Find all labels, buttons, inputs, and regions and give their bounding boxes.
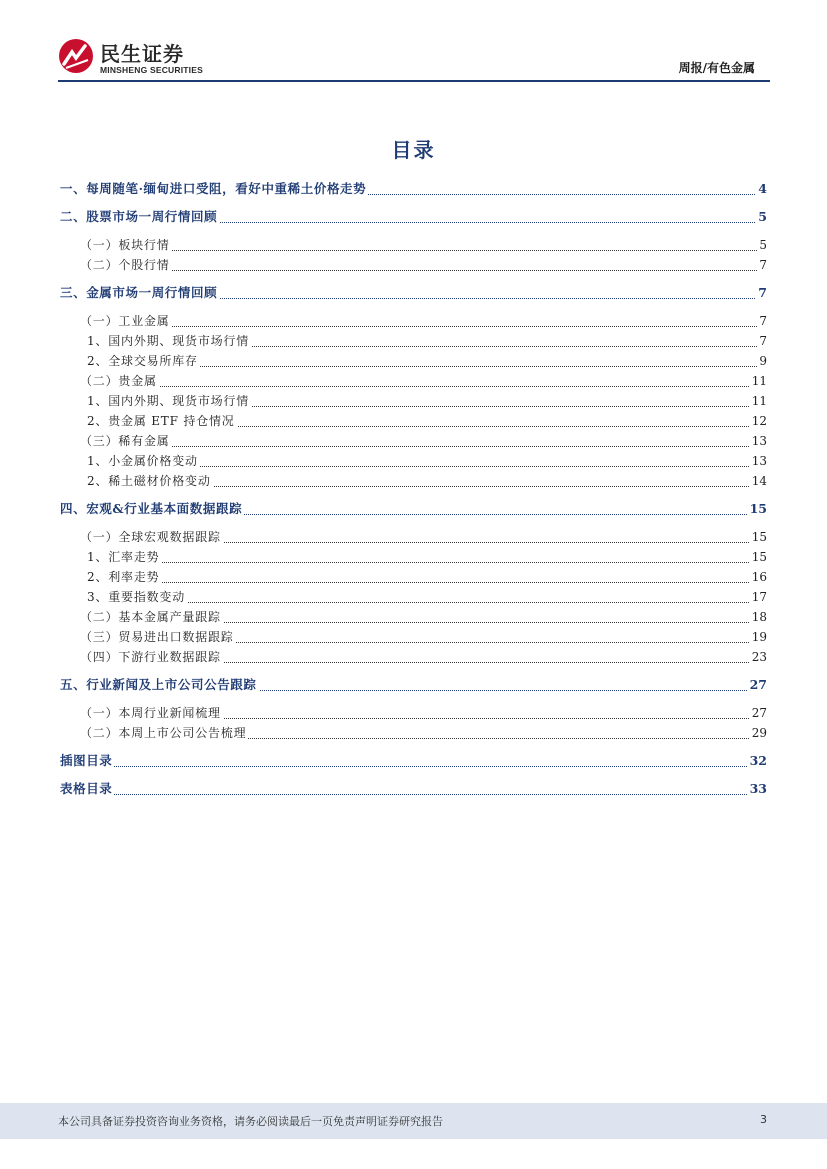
toc-entry-page: 7	[759, 258, 767, 272]
toc-entry-label: 2、全球交易所库存	[87, 354, 198, 368]
toc-entry[interactable]	[0, 724, 827, 742]
toc-entry-page: 11	[751, 394, 767, 408]
toc-entry[interactable]	[0, 528, 827, 546]
toc-leader-dots	[62, 766, 765, 767]
toc-entry-page: 29	[751, 726, 767, 740]
toc-entry-page: 33	[749, 781, 767, 796]
toc-entry-page: 7	[759, 334, 767, 348]
toc-entry[interactable]	[0, 704, 827, 722]
toc-entry-label: （一）全球宏观数据跟踪	[80, 530, 221, 544]
toc-entry-page: 27	[749, 677, 767, 692]
brand-logo	[58, 38, 208, 80]
toc-entry[interactable]	[0, 332, 827, 350]
toc-entry-page: 18	[751, 610, 767, 624]
toc-entry[interactable]	[0, 312, 827, 330]
toc-entry-label: （二）个股行情	[80, 258, 170, 272]
toc-entry[interactable]	[0, 752, 827, 770]
header-divider	[58, 80, 770, 82]
toc-entry-page: 4	[758, 181, 767, 196]
toc-entry-page: 15	[751, 530, 767, 544]
toc-leader-dots	[80, 270, 765, 271]
toc-entry-label: （三）贸易进出口数据跟踪	[80, 630, 234, 644]
brand-name-cn: 民生证券	[100, 42, 184, 66]
toc-leader-dots	[80, 446, 765, 447]
page-header	[0, 0, 827, 84]
toc-entry-page: 12	[751, 414, 767, 428]
toc-entry-label: （二）贵金属	[80, 374, 157, 388]
toc-entry[interactable]	[0, 284, 827, 302]
toc-entry[interactable]	[0, 608, 827, 626]
toc-entry-page: 19	[751, 630, 767, 644]
toc-title: 目录	[391, 138, 436, 162]
toc-entry-label: 1、汇率走势	[87, 550, 160, 564]
toc-entry[interactable]	[0, 452, 827, 470]
toc-entry[interactable]	[0, 352, 827, 370]
toc-entry-page: 5	[759, 238, 767, 252]
page-number: 3	[760, 1113, 767, 1126]
toc-leader-dots	[80, 326, 765, 327]
toc-entry[interactable]	[0, 432, 827, 450]
toc-entry-page: 27	[751, 706, 767, 720]
toc-leader-dots	[80, 250, 765, 251]
brand-name-en: MINSHENG SECURITIES	[100, 65, 203, 75]
toc-entry-label: 3、重要指数变动	[87, 590, 186, 604]
toc-entry[interactable]	[0, 628, 827, 646]
toc-entry-page: 15	[751, 550, 767, 564]
toc-entry[interactable]	[0, 256, 827, 274]
toc-entry-label: （二）本周上市公司公告梳理	[80, 726, 247, 740]
toc-entry-label: （一）本周行业新闻梳理	[80, 706, 221, 720]
page-footer	[0, 1103, 827, 1139]
toc-entry-label: 2、利率走势	[87, 570, 160, 584]
toc-entry-page: 5	[758, 209, 767, 224]
toc-entry-page: 7	[759, 314, 767, 328]
toc-entry[interactable]	[0, 548, 827, 566]
toc-entry[interactable]	[0, 180, 827, 198]
toc-entry-label: （二）基本金属产量跟踪	[80, 610, 221, 624]
toc-entry-page: 9	[759, 354, 767, 368]
footer-disclaimer: 本公司具备证券投资咨询业务资格，请务必阅读最后一页免责声明证券研究报告	[58, 1115, 443, 1128]
toc-leader-dots	[62, 794, 765, 795]
toc-entry[interactable]	[0, 676, 827, 694]
toc-entry-label: 1、国内外期、现货市场行情	[87, 394, 250, 408]
toc-entry-label: 2、稀土磁材价格变动	[87, 474, 211, 488]
toc-entry-label: 插图目录	[60, 753, 113, 768]
toc-leader-dots	[87, 562, 765, 563]
toc-entry[interactable]	[0, 372, 827, 390]
toc-entry-label: 四、宏观&行业基本面数据跟踪	[60, 501, 243, 516]
toc-entry-page: 13	[751, 454, 767, 468]
minsheng-logo-icon	[58, 38, 94, 74]
toc-entry[interactable]	[0, 500, 827, 518]
toc-entry-label: 二、股票市场一周行情回顾	[60, 209, 218, 224]
toc-leader-dots	[87, 602, 765, 603]
toc-entry[interactable]	[0, 208, 827, 226]
toc-entry[interactable]	[0, 392, 827, 410]
toc-entry[interactable]	[0, 780, 827, 798]
toc-entry[interactable]	[0, 588, 827, 606]
toc-entry-label: 五、行业新闻及上市公司公告跟踪	[60, 677, 257, 692]
toc-entry[interactable]	[0, 472, 827, 490]
toc-entry-label: 表格目录	[60, 781, 113, 796]
toc-entry[interactable]	[0, 568, 827, 586]
toc-entry-page: 23	[751, 650, 767, 664]
toc-leader-dots	[80, 386, 765, 387]
toc-entry-page: 32	[749, 753, 767, 768]
toc-entry-label: （四）下游行业数据跟踪	[80, 650, 221, 664]
toc-entry-label: （一）板块行情	[80, 238, 170, 252]
toc-entry-label: （一）工业金属	[80, 314, 170, 328]
toc-entry-page: 16	[751, 570, 767, 584]
report-type: 周报/有色金属	[678, 61, 755, 75]
toc-entry-label: （三）稀有金属	[80, 434, 170, 448]
toc-entry-label: 2、贵金属 ETF 持仓情况	[87, 414, 235, 428]
toc-entry-label: 1、国内外期、现货市场行情	[87, 334, 250, 348]
toc-entry[interactable]	[0, 412, 827, 430]
toc-entry-page: 15	[749, 501, 767, 516]
toc-entry[interactable]	[0, 648, 827, 666]
toc-entry-page: 14	[751, 474, 767, 488]
toc-entry-page: 11	[751, 374, 767, 388]
toc-entry-label: 三、金属市场一周行情回顾	[60, 285, 218, 300]
toc-entry-label: 1、小金属价格变动	[87, 454, 198, 468]
toc-entry-label: 一、每周随笔·缅甸进口受阻，看好中重稀土价格走势	[60, 181, 367, 196]
toc-entry-page: 13	[751, 434, 767, 448]
toc-entry[interactable]	[0, 236, 827, 254]
toc-entry-page: 7	[758, 285, 767, 300]
toc-entry-page: 17	[751, 590, 767, 604]
toc-leader-dots	[87, 582, 765, 583]
